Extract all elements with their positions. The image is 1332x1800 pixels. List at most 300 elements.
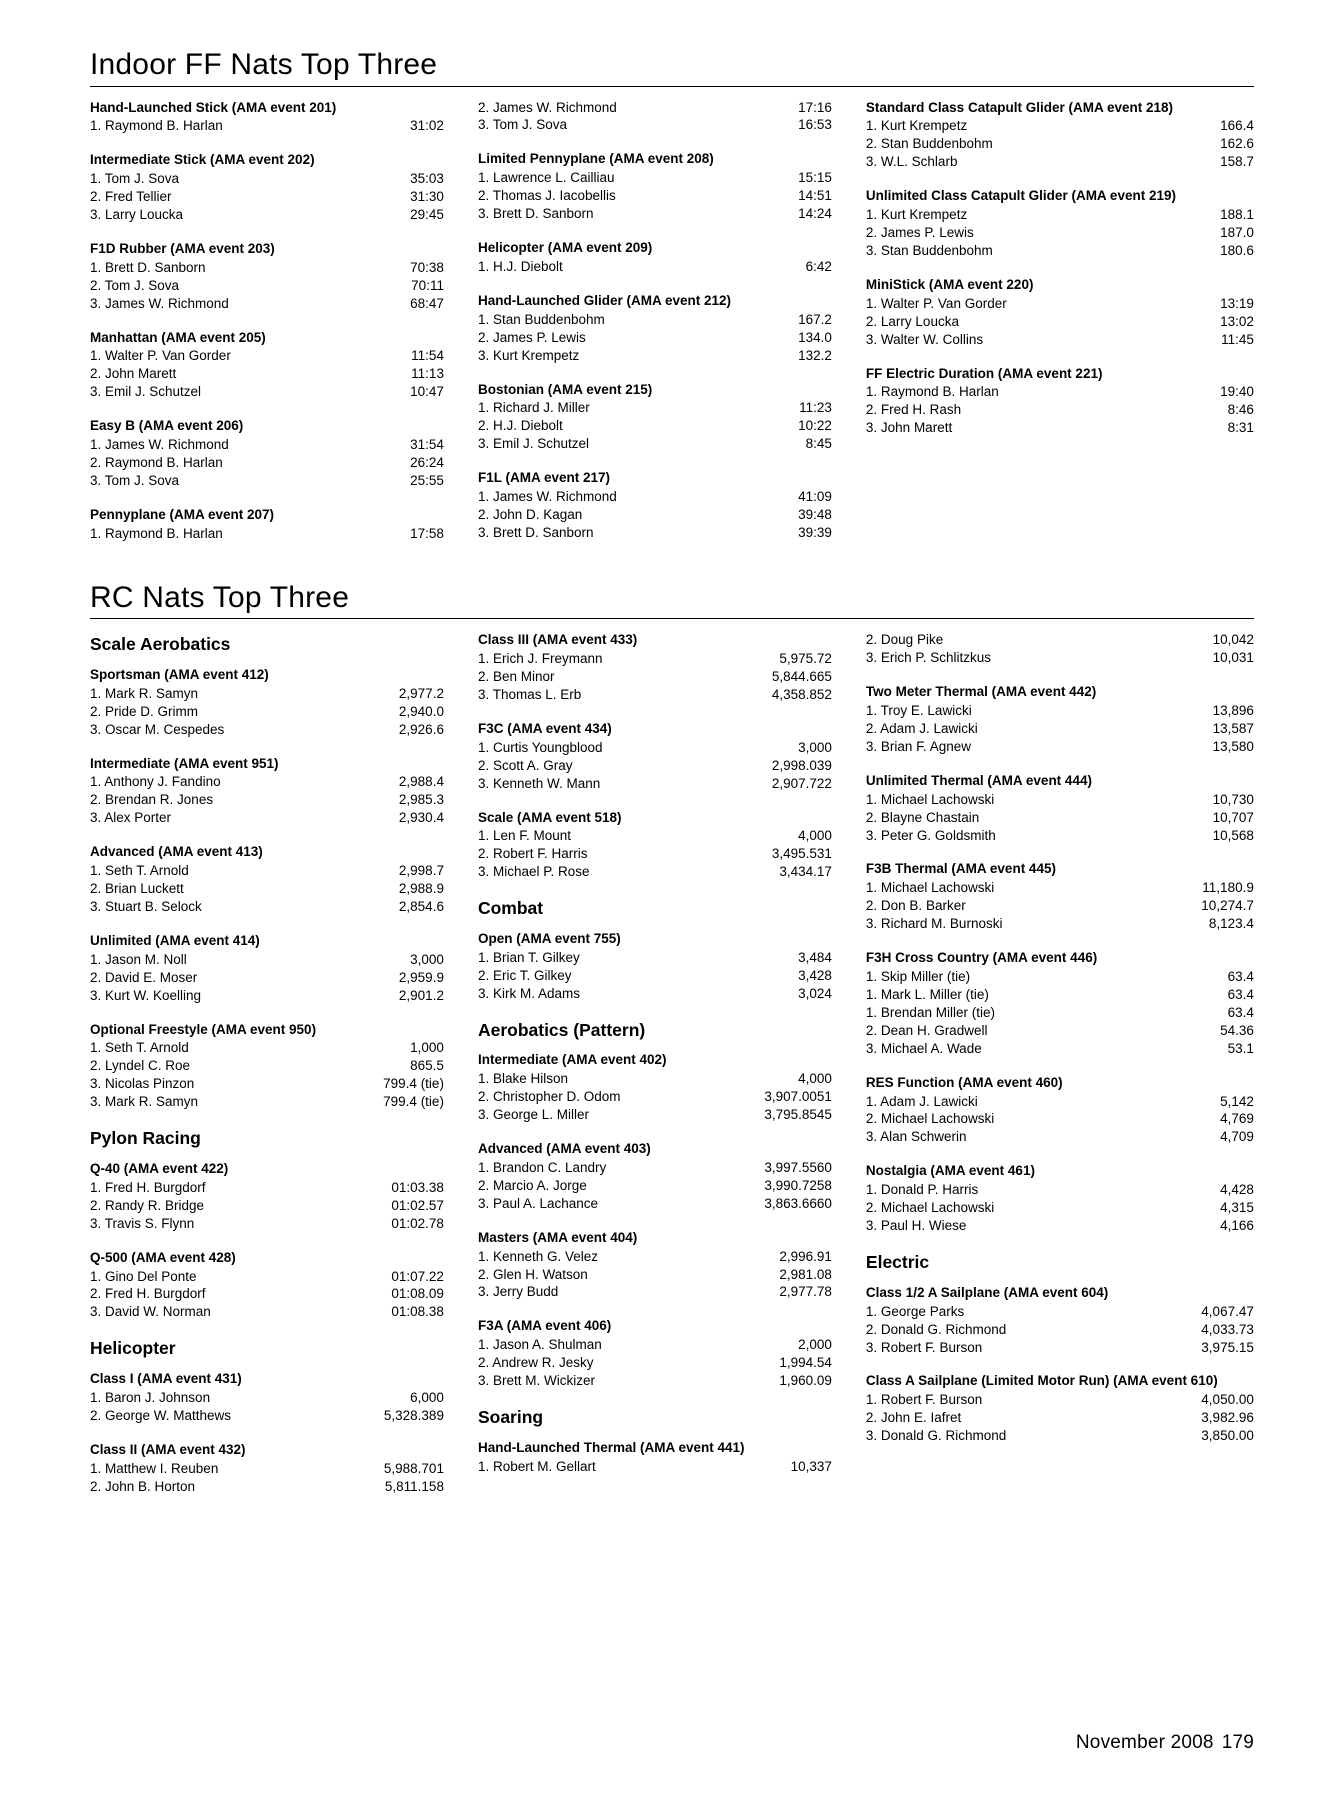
result-name: 3. Emil J. Schutzel [90,384,202,400]
event-result-group [866,683,1254,756]
event-heading: Intermediate (AMA event 951) [90,755,279,771]
result-row [478,1283,832,1301]
result-row [90,685,444,703]
result-name: 1. Curtis Youngblood [477,739,603,755]
result-name: 1. James W. Richmond [477,489,617,504]
result-score: 5,142 [1220,1093,1254,1109]
event-heading: F3B Thermal (AMA event 445) [865,861,1056,877]
result-name: 2. Michael Lachowski [865,1200,995,1216]
result-score: 10,337 [790,1458,832,1474]
result-score: 2,000 [798,1337,832,1353]
result-score: 4,166 [1220,1218,1254,1234]
result-score: 1,994.54 [779,1355,832,1371]
result-row [866,313,1254,331]
result-score: 11,180.9 [1202,880,1254,896]
result-score: 31:54 [410,437,444,453]
event-result-group [90,843,444,916]
result-row [90,1093,444,1111]
result-score: 3,990.7258 [764,1177,832,1193]
result-score: 17:58 [410,525,444,541]
result-score: 3,795.8545 [764,1107,832,1123]
event-result-group [90,99,444,136]
result-row [90,1215,444,1233]
result-score: 3,000 [798,739,832,755]
result-name: 3. Peter G. Goldsmith [865,827,996,843]
result-row [90,259,444,277]
event-heading: RES Function (AMA event 460) [865,1074,1063,1090]
result-name: 2. Michael Lachowski [865,1111,995,1127]
result-score: 10,274.7 [1201,898,1254,914]
result-name: 2. John D. Kagan [477,506,583,522]
result-name: 3. Mark R. Samyn [90,1094,199,1110]
event-result-group [90,755,444,828]
result-name: 3. Kirk M. Adams [477,985,580,1001]
event-heading: Hand-Launched Glider (AMA event 212) [477,292,731,308]
category-heading: Scale Aerobatics [90,634,231,655]
result-score: 10,568 [1212,827,1254,843]
result-name: 3. Michael A. Wade [865,1040,982,1056]
result-score: 35:03 [410,171,444,187]
event-heading: Helicopter (AMA event 209) [477,240,653,256]
result-name: 1. James W. Richmond [90,437,229,453]
result-score: 01:02.78 [391,1215,444,1231]
result-row [90,454,444,472]
result-score: 3,982.96 [1201,1410,1254,1426]
result-name: 2. John B. Horton [90,1478,196,1494]
result-row [478,99,832,117]
result-row [478,1177,832,1195]
result-name: 2. Marcio A. Jorge [477,1177,587,1193]
result-row [866,738,1254,756]
result-score: 39:48 [798,506,832,522]
result-name: 1. Donald P. Harris [865,1182,979,1198]
result-name: 3. Brian F. Agnew [865,738,971,754]
result-row [866,631,1254,649]
result-score: 4,315 [1220,1200,1254,1216]
result-name: 1. Michael Lachowski [865,791,995,807]
event-heading: Two Meter Thermal (AMA event 442) [865,684,1097,700]
event-heading: Class I (AMA event 431) [90,1371,242,1387]
result-row [478,1106,832,1124]
result-row [90,1197,444,1215]
result-score: 2,988.9 [398,881,444,897]
result-name: 3. Richard M. Burnoski [865,916,1003,932]
results-column [866,99,1254,559]
result-row [866,1303,1254,1321]
event-result-group [90,932,444,1005]
result-row [478,845,832,863]
result-row [90,188,444,206]
category-heading: Helicopter [90,1338,176,1359]
result-row [478,506,832,524]
result-score: 4,033.73 [1201,1321,1254,1337]
results-column [478,631,866,1511]
result-row [866,206,1254,224]
result-score: 180.6 [1220,242,1254,258]
category-heading: Electric [865,1252,930,1273]
result-name: 3. Robert F. Burson [865,1339,983,1355]
result-row [478,1159,832,1177]
result-row [478,435,832,453]
event-heading: Open (AMA event 755) [477,930,621,946]
indoor-ff-columns [90,99,1254,559]
result-name: 2. Fred H. Rash [865,402,962,418]
result-row [478,949,832,967]
event-result-group [478,99,832,135]
result-row [866,649,1254,667]
result-score: 70:38 [410,259,444,275]
result-name: 1. Mark R. Samyn [90,685,199,701]
results-column [90,631,478,1511]
event-result-group [866,187,1254,260]
result-row [90,721,444,739]
result-name: 2. Fred Tellier [90,189,172,205]
result-row [90,1057,444,1075]
page-footer [1076,1732,1254,1754]
result-score: 13,587 [1212,720,1254,736]
result-row [866,915,1254,933]
result-name: 3. Kurt Krempetz [477,347,580,363]
result-name: 2. Doug Pike [865,632,944,648]
result-name: 1. Walter P. Van Gorder [90,348,231,364]
result-row [478,399,832,417]
result-score: 6:42 [805,258,832,274]
result-score: 2,996.91 [779,1248,832,1264]
result-score: 13,896 [1212,702,1254,718]
result-score: 01:08.09 [391,1286,444,1302]
result-name: 3. W.L. Schlarb [865,154,958,170]
result-score: 31:30 [410,189,444,205]
result-row [866,1181,1254,1199]
result-score: 4,067.47 [1201,1303,1254,1319]
result-score: 2,940.0 [398,703,444,719]
event-heading: F1L (AMA event 217) [477,470,610,486]
result-row [90,987,444,1005]
result-row [478,1458,832,1476]
result-row [866,986,1254,1004]
event-heading: Hand-Launched Stick (AMA event 201) [90,99,337,115]
result-score: 2,988.4 [398,774,444,790]
event-result-group [866,1074,1254,1147]
event-heading: Hand-Launched Thermal (AMA event 441) [477,1439,745,1455]
result-score: 63.4 [1227,968,1254,984]
result-score: 4,000 [798,1071,832,1087]
event-heading: Class A Sailplane (Limited Motor Run) (AMA event 610) [865,1373,1218,1389]
event-heading: Pennyplane (AMA event 207) [90,506,275,522]
result-name: 2. Eric T. Gilkey [477,967,572,983]
event-heading: Optional Freestyle (AMA event 950) [90,1021,317,1037]
result-row [90,1179,444,1197]
result-name: 3. Larry Loucka [90,206,184,222]
result-name: 2. James W. Richmond [477,99,617,115]
result-row [90,383,444,401]
result-score: 10,730 [1212,791,1254,807]
event-result-group [90,329,444,402]
result-name: 2. Blayne Chastain [865,809,980,825]
result-row [90,1039,444,1057]
result-row [866,1391,1254,1409]
result-name: 1. Michael Lachowski [865,880,995,896]
result-score: 5,844.665 [771,668,832,684]
result-name: 1. Kurt Krempetz [865,118,968,134]
result-name: 2. George W. Matthews [90,1407,232,1423]
event-result-group [478,1439,832,1476]
result-score: 01:08.38 [391,1304,444,1320]
result-score: 4,769 [1220,1111,1254,1127]
event-result-group [866,631,1254,667]
result-name: 1. Erich J. Freymann [477,651,603,667]
result-name: 3. Tom J. Sova [477,117,567,133]
result-name: 3. Paul A. Lachance [477,1195,599,1211]
result-score: 10,707 [1212,809,1254,825]
category-heading: Soaring [477,1407,544,1428]
event-heading: Advanced (AMA event 413) [90,844,263,860]
result-name: 2. David E. Moser [90,969,198,985]
result-score: 4,428 [1220,1182,1254,1198]
result-name: 1. Raymond B. Harlan [865,384,999,400]
result-row [90,1075,444,1093]
result-name: 2. Randy R. Bridge [90,1197,205,1213]
event-result-group [478,239,832,276]
event-result-group [90,240,444,313]
result-row [90,365,444,383]
result-row [478,187,832,205]
result-score: 2,854.6 [398,899,444,915]
event-result-group [478,631,832,704]
result-score: 70:11 [411,277,444,293]
result-score: 1,000 [410,1040,444,1056]
event-result-group [866,99,1254,172]
result-score: 01:02.57 [391,1197,444,1213]
result-score: 3,850.00 [1201,1428,1254,1444]
result-name: 1. Robert F. Burson [865,1392,983,1408]
category-heading: Pylon Racing [90,1128,201,1149]
result-row [90,1389,444,1407]
event-heading: F1D Rubber (AMA event 203) [90,240,275,256]
result-row [866,791,1254,809]
result-name: 2. Tom J. Sova [90,277,180,293]
result-score: 31:02 [410,118,444,134]
result-score: 14:24 [798,206,832,222]
result-row [866,224,1254,242]
result-score: 8,123.4 [1208,916,1254,932]
result-row [866,242,1254,260]
result-score: 13:19 [1220,295,1254,311]
event-heading: Bostonian (AMA event 215) [477,381,653,397]
result-name: 3. Paul H. Wiese [865,1218,967,1234]
result-name: 3. Travis S. Flynn [90,1215,195,1231]
event-heading: Class III (AMA event 433) [477,632,638,648]
result-name: 2. H.J. Diebolt [477,418,563,434]
result-row [478,488,832,506]
result-row [866,295,1254,313]
result-score: 3,024 [798,985,832,1001]
result-score: 166.4 [1220,118,1254,134]
event-result-group [90,1160,444,1233]
result-name: 1. Fred H. Burgdorf [90,1179,206,1195]
result-row [866,1004,1254,1022]
event-result-group [866,1372,1254,1445]
result-name: 1. George Parks [865,1303,965,1319]
result-name: 1. Brendan Miller (tie) [865,1004,995,1020]
result-row [866,419,1254,437]
event-result-group [866,365,1254,438]
result-row [478,985,832,1003]
result-row [866,702,1254,720]
event-heading: Sportsman (AMA event 412) [90,666,269,682]
result-row [90,703,444,721]
result-row [90,1303,444,1321]
result-row [90,898,444,916]
result-score: 01:03.38 [391,1179,444,1195]
event-heading: Masters (AMA event 404) [477,1229,638,1245]
result-name: 2. Donald G. Richmond [865,1321,1007,1337]
result-score: 16:53 [798,117,832,133]
result-score: 2,959.9 [398,969,444,985]
footer-issue: November 2008 [1075,1732,1214,1753]
result-name: 1. Raymond B. Harlan [90,525,223,541]
result-score: 15:15 [798,170,832,186]
event-heading: Standard Class Catapult Glider (AMA event 218) [865,99,1173,115]
result-row [866,1409,1254,1427]
result-name: 3. Kenneth W. Mann [477,775,601,791]
result-row [478,1354,832,1372]
result-row [478,311,832,329]
result-name: 3. Michael P. Rose [477,864,590,880]
result-score: 3,495.531 [771,846,832,862]
result-score: 5,988.701 [383,1460,444,1476]
result-row [478,686,832,704]
result-row [866,117,1254,135]
result-name: 1. Kurt Krempetz [865,206,968,222]
event-heading: Q-40 (AMA event 422) [90,1161,229,1177]
event-result-group [866,772,1254,845]
result-row [478,739,832,757]
result-row [90,880,444,898]
result-row [866,897,1254,915]
result-row [90,951,444,969]
result-row [90,206,444,224]
event-result-group [866,1162,1254,1235]
result-name: 2. Don B. Barker [865,898,966,914]
result-row [478,417,832,435]
result-row [866,1339,1254,1357]
result-name: 1. Baron J. Johnson [90,1389,211,1405]
result-row [478,757,832,775]
event-heading: MiniStick (AMA event 220) [865,276,1034,292]
result-score: 2,998.039 [771,757,832,773]
result-name: 3. James W. Richmond [90,295,229,311]
event-result-group [90,417,444,490]
result-score: 5,811.158 [384,1478,444,1494]
result-name: 1. Robert M. Gellart [477,1458,596,1474]
result-row [478,1372,832,1390]
result-row [478,524,832,542]
event-heading: F3A (AMA event 406) [477,1318,612,1334]
result-score: 8:31 [1227,420,1254,436]
result-name: 1. Jason A. Shulman [477,1337,602,1353]
category-heading: Aerobatics (Pattern) [477,1019,646,1040]
result-score: 8:46 [1227,402,1254,418]
result-score: 3,863.6660 [764,1195,832,1211]
result-name: 1. Brandon C. Landry [477,1159,607,1175]
result-score: 25:55 [410,473,444,488]
result-name: 3. Stuart B. Selock [90,899,202,915]
result-row [478,1248,832,1266]
result-score: 11:13 [411,366,444,382]
result-score: 68:47 [410,295,444,311]
event-result-group [90,1441,444,1496]
result-row [90,117,444,135]
event-result-group [866,949,1254,1058]
result-score: 188.1 [1220,206,1254,222]
result-row [478,1336,832,1354]
result-score: 2,901.2 [398,987,444,1003]
result-row [866,720,1254,738]
result-score: 3,000 [410,951,444,967]
event-result-group [90,666,444,739]
result-score: 19:40 [1220,384,1254,400]
event-result-group [478,720,832,793]
result-row [90,1268,444,1286]
result-row [90,791,444,809]
result-row [90,1407,444,1425]
results-column [866,631,1254,1511]
result-score: 10:22 [798,418,832,434]
event-heading: Unlimited Thermal (AMA event 444) [865,772,1092,788]
result-score: 13,580 [1212,738,1254,754]
result-name: 2. John E. Iafret [865,1410,962,1426]
result-score: 17:16 [798,99,832,115]
result-row [866,1321,1254,1339]
result-name: 1. Seth T. Arnold [90,1040,189,1056]
result-score: 5,328.389 [383,1407,444,1423]
result-score: 2,998.7 [398,863,444,879]
result-score: 10,042 [1212,632,1254,648]
result-row [866,1199,1254,1217]
result-score: 2,981.08 [779,1266,832,1282]
result-name: 1. Raymond B. Harlan [90,118,223,134]
result-score: 162.6 [1220,136,1254,152]
result-name: 2. Christopher D. Odom [477,1089,621,1105]
event-heading: Advanced (AMA event 403) [477,1141,651,1157]
result-row [866,1040,1254,1058]
event-heading: Class 1/2 A Sailplane (AMA event 604) [865,1284,1109,1300]
result-name: 1. Gino Del Ponte [90,1268,197,1284]
result-row [90,436,444,454]
result-name: 2. Pride D. Grimm [90,703,199,719]
result-name: 3. John Marett [865,420,953,436]
result-score: 11:45 [1221,331,1254,347]
result-score: 158.7 [1220,154,1254,170]
event-result-group [478,381,832,454]
result-name: 2. James P. Lewis [865,224,974,240]
result-name: 2. Stan Buddenbohm [865,136,993,152]
result-row [866,968,1254,986]
result-row [478,347,832,365]
result-row [478,1266,832,1284]
result-score: 6,000 [410,1389,444,1405]
result-row [478,116,832,134]
result-row [478,775,832,793]
result-row [90,969,444,987]
result-row [866,1427,1254,1445]
result-row [866,1022,1254,1040]
result-row [866,401,1254,419]
result-name: 3. Donald G. Richmond [865,1428,1007,1444]
result-name: 3. Nicolas Pinzon [90,1076,195,1092]
result-name: 3. Stan Buddenbohm [865,242,993,258]
